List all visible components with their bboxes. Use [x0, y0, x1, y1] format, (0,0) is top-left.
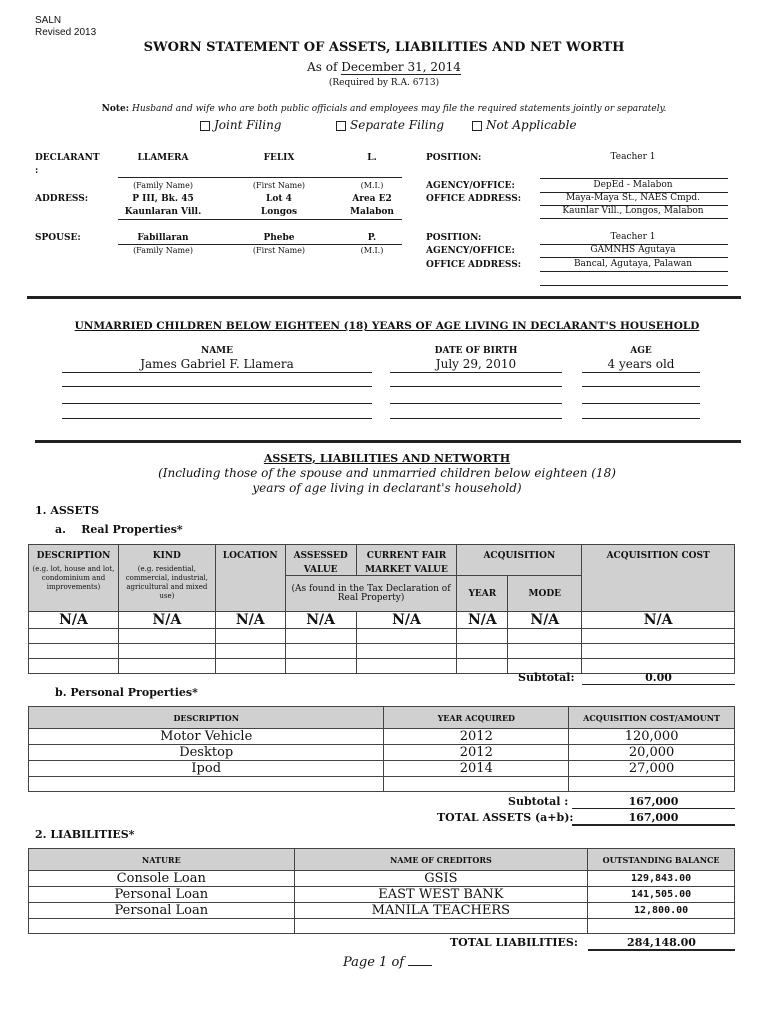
- agency-label: AGENCY/OFFICE:: [426, 181, 515, 191]
- declarant-mi: L.: [367, 153, 377, 163]
- children-col-name: NAME: [200, 346, 234, 356]
- table-cell: N/A: [356, 612, 457, 629]
- address-part: Area E2: [352, 194, 392, 204]
- col-assessed: ASSESSED VALUE: [285, 545, 356, 576]
- total-liabilities-label: TOTAL LIABILITIES:: [450, 936, 578, 949]
- children-col-age: AGE: [630, 346, 652, 356]
- office-address-label: OFFICE ADDRESS:: [426, 194, 522, 204]
- liability-creditor: GSIS: [294, 871, 588, 887]
- personal-year: 2012: [384, 729, 569, 745]
- table-cell: N/A: [285, 612, 356, 629]
- family-name-caption: (Family Name): [133, 181, 193, 190]
- declarant-label: DECLARANT: [35, 153, 100, 163]
- liabilities-label: 2. LIABILITIES*: [35, 828, 135, 841]
- declarant-first-name: FELIX: [263, 153, 295, 163]
- declarant-position: Teacher 1: [610, 152, 656, 162]
- table-row: [29, 871, 735, 887]
- office-address-line1: Maya-Maya St., NAES Cmpd.: [565, 193, 701, 203]
- spouse-position: Teacher 1: [610, 232, 656, 242]
- personal-year: 2012: [384, 745, 569, 761]
- col-fair-value: CURRENT FAIR MARKET VALUE: [356, 545, 457, 576]
- col-mode: MODE: [508, 576, 582, 612]
- mi-caption: (M.I.): [360, 181, 384, 190]
- first-name-caption: (First Name): [252, 181, 306, 190]
- col-year-acquired: YEAR ACQUIRED: [384, 707, 569, 729]
- page-title: SWORN STATEMENT OF ASSETS, LIABILITIES AND NET WORTH: [143, 40, 625, 55]
- filing-option-label: Not Applicable: [486, 118, 577, 132]
- address-part: Kaunlaran Vill.: [124, 207, 202, 217]
- liability-nature: Personal Loan: [29, 903, 295, 919]
- assets-label: 1. ASSETS: [35, 504, 100, 517]
- checkbox-joint[interactable]: [200, 121, 210, 131]
- personal-desc: Desktop: [29, 745, 384, 761]
- table-cell: N/A: [582, 612, 735, 629]
- col-nature: NATURE: [29, 849, 295, 871]
- children-heading: UNMARRIED CHILDREN BELOW EIGHTEEN (18) YEARS OF AGE LIVING IN DECLARANT'S HOUSEHOLD: [74, 320, 700, 332]
- note-label: Note:: [101, 104, 130, 114]
- table-row: [29, 887, 735, 903]
- liability-balance: 12,800.00: [588, 903, 735, 919]
- family-name-caption: (Family Name): [133, 246, 193, 255]
- table-row: [29, 761, 735, 777]
- personal-year: 2014: [384, 761, 569, 777]
- aln-sub2: years of age living in declarant's household): [252, 481, 522, 495]
- child-age: 4 years old: [607, 357, 675, 371]
- liability-balance: 141,505.00: [588, 887, 735, 903]
- liability-balance: 129,843.00: [588, 871, 735, 887]
- real-properties-label: a. Real Properties*: [55, 523, 183, 536]
- as-of-label: As of: [307, 60, 338, 74]
- form-code-block: [35, 15, 96, 39]
- declarant-family-name: LLAMERA: [137, 153, 189, 163]
- spouse-first-name: Phebe: [263, 233, 295, 243]
- col-creditors: NAME OF CREDITORS: [294, 849, 588, 871]
- personal-desc: Motor Vehicle: [29, 729, 384, 745]
- required-note: (Required by R.A. 6713): [328, 78, 440, 88]
- spouse-mi: P.: [367, 233, 377, 243]
- spouse-agency: GAMNHS Agutaya: [590, 245, 676, 255]
- col-description: DESCRIPTION: [29, 707, 384, 729]
- as-of-line: [0, 60, 768, 74]
- table-row: [29, 903, 735, 919]
- mi-caption: (M.I.): [360, 246, 384, 255]
- personal-cost: 27,000: [569, 761, 735, 777]
- liability-creditor: MANILA TEACHERS: [294, 903, 588, 919]
- as-of-date: December 31, 2014: [341, 60, 461, 74]
- total-liabilities: 284,148.00: [627, 936, 696, 949]
- personal-subtotal-label: Subtotal :: [508, 795, 569, 808]
- spouse-office-address: Bancal, Agutaya, Palawan: [573, 259, 693, 269]
- tax-declaration-hint: (As found in the Tax Declaration of Real Property): [285, 576, 457, 612]
- real-subtotal: 0.00: [645, 671, 672, 684]
- table-cell: N/A: [215, 612, 285, 629]
- declarant-agency: DepEd - Malabon: [593, 180, 673, 190]
- note-line: [0, 104, 768, 114]
- filing-option-not-applicable[interactable]: [472, 118, 577, 132]
- table-cell: N/A: [457, 612, 508, 629]
- personal-subtotal: 167,000: [628, 795, 679, 808]
- col-acquisition-cost: ACQUISITION COST/AMOUNT: [569, 707, 735, 729]
- aln-sub1: (Including those of the spouse and unmarried children below eighteen (18): [158, 466, 616, 480]
- child-dob: July 29, 2010: [435, 357, 517, 371]
- office-address-line2: Kaunlar Vill., Longos, Malabon: [562, 206, 704, 216]
- filing-option-label: Joint Filing: [214, 118, 282, 132]
- personal-cost: 20,000: [569, 745, 735, 761]
- spouse-agency-label: AGENCY/OFFICE:: [426, 246, 515, 256]
- total-assets-label: TOTAL ASSETS (a+b):: [437, 811, 574, 824]
- col-balance: OUTSTANDING BALANCE: [588, 849, 735, 871]
- liabilities-table: [28, 848, 735, 934]
- table-cell: N/A: [118, 612, 215, 629]
- col-location: LOCATION: [215, 545, 285, 612]
- spouse-family-name: Fabillaran: [137, 233, 189, 243]
- page-number: [343, 955, 432, 970]
- section-divider: [27, 296, 741, 299]
- real-properties-table: [28, 544, 735, 674]
- form-code: SALN: [35, 15, 62, 26]
- liability-nature: Console Loan: [29, 871, 295, 887]
- personal-cost: 120,000: [569, 729, 735, 745]
- filing-option-joint[interactable]: [200, 118, 282, 132]
- address-part: Longos: [260, 207, 298, 217]
- child-name: James Gabriel F. Llamera: [140, 357, 294, 371]
- col-kind: KIND (e.g. residential, commercial, industrial, agricultural and mixed use): [118, 545, 215, 612]
- page-number-label: Page 1 of: [343, 955, 405, 970]
- checkbox-separate[interactable]: [336, 121, 346, 131]
- personal-desc: Ipod: [29, 761, 384, 777]
- position-label: POSITION:: [426, 153, 482, 163]
- table-cell: N/A: [508, 612, 582, 629]
- children-col-dob: DATE OF BIRTH: [434, 346, 518, 356]
- col-acquisition: ACQUISITION: [457, 545, 582, 576]
- note-text: Husband and wife who are both public officials and employees may file the required statements jointly or separately.: [131, 104, 667, 114]
- personal-properties-label: b. Personal Properties*: [55, 686, 198, 699]
- personal-properties-table: [28, 706, 735, 792]
- address-label: ADDRESS:: [35, 194, 89, 204]
- first-name-caption: (First Name): [252, 246, 306, 255]
- filing-option-label: Separate Filing: [350, 118, 445, 132]
- real-subtotal-label: Subtotal:: [518, 671, 575, 684]
- col-description: DESCRIPTION (e.g. lot, house and lot, condominium and improvements): [29, 545, 119, 612]
- col-acquisition-cost: ACQUISITION COST: [582, 545, 735, 612]
- spouse-label: SPOUSE:: [35, 233, 81, 243]
- spouse-position-label: POSITION:: [426, 233, 482, 243]
- table-row: [29, 729, 735, 745]
- spouse-office-address-label: OFFICE ADDRESS:: [426, 260, 522, 270]
- address-part: P III, Bk. 45: [132, 194, 194, 204]
- col-year: YEAR: [457, 576, 508, 612]
- address-part: Malabon: [350, 207, 394, 217]
- declarant-colon: :: [35, 166, 39, 176]
- table-cell: N/A: [29, 612, 119, 629]
- section-divider: [35, 440, 741, 443]
- checkbox-not-applicable[interactable]: [472, 121, 482, 131]
- liability-nature: Personal Loan: [29, 887, 295, 903]
- total-assets: 167,000: [628, 811, 679, 824]
- filing-option-separate[interactable]: [336, 118, 444, 132]
- address-part: Lot 4: [266, 194, 292, 204]
- revised-label: Revised 2013: [35, 27, 97, 38]
- liability-creditor: EAST WEST BANK: [294, 887, 588, 903]
- table-row: [29, 745, 735, 761]
- aln-heading: ASSETS, LIABILITIES AND NETWORTH: [263, 452, 511, 465]
